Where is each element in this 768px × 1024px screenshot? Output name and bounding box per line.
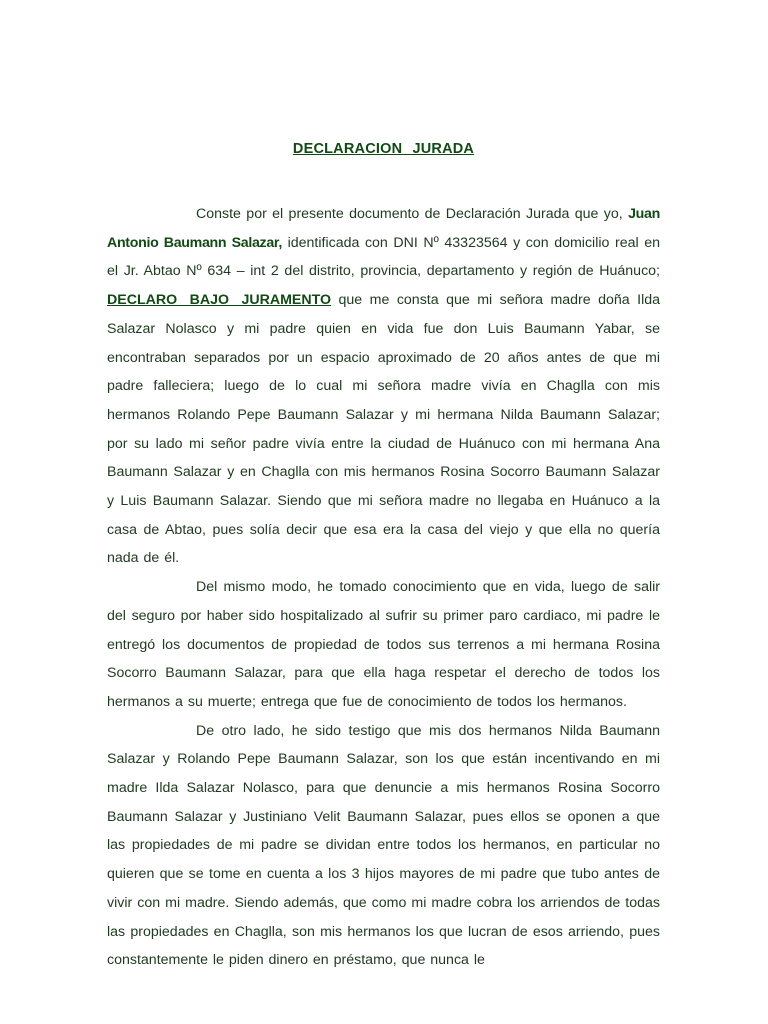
declaration-body: que me consta que mi señora madre doña Ilda Salazar Nolasco y mi padre quien en vida fue don Luis Baumann Yabar, se encontraban separados por un espacio aproximado de 20 años antes de que mi padre falleciera; luego de lo cual mi señora madre vivía en Chaglla con mis hermanos Rolando Pepe Baumann Salazar y mi hermana Nilda Baumann Salazar; por su lado mi señor padre vivía entre la ciudad de Huánuco con mi hermana Ana Baumann Salazar y en Chaglla con mis hermanos Rosina Socorro Baumann Salazar y Luis Baumann Salazar. Siendo que mi señora madre no llegaba en Huánuco a la casa de Abtao, pues solía decir que esa era la casa del viejo y que ella no quería nada de él. <box>107 292 660 567</box>
paragraph-witness: De otro lado, he sido testigo que mis dos hermanos Nilda Baumann Salazar y Rolando Pepe Baumann Salazar, son los que están incentivando en mi madre Ilda Salazar Nolasco, para que denuncie a mis hermanos Rosina Socorro Baumann Salazar y Justiniano Velit Baumann Salazar, pues ellos se oponen a que las propiedades de mi padre se dividan entre todos los hermanos, en particular no quieren que se tome en cuenta a los 3 hijos mayores de mi padre que tubo antes de vivir con mi madre. Siendo además, que como mi madre cobra los arriendos de todas las propiedades en Chaglla, son mis hermanos los que lucran de esos arriendo, pues constantemente le piden dinero en préstamo, que nunca le <box>107 722 660 969</box>
paragraph-documents: Del mismo modo, he tomado conocimiento que en vida, luego de salir del seguro por haber sido hospitalizado al sufrir su primer paro cardiaco, mi padre le entregó los documentos de propiedad de todos sus terrenos a mi hermana Rosina Socorro Baumann Salazar, para que ella haga respetar el derecho de todos los hermanos a su muerte; entrega que fue de conocimiento de todos los hermanos. <box>107 579 660 710</box>
declaration-phrase: DECLARO BAJO JURAMENTO <box>107 292 332 309</box>
declarant-name: Juan Antonio Baumann Salazar, <box>107 206 660 251</box>
declarant-details: identificada con DNI Nº 43323564 y con domicilio real en el Jr. Abtao Nº 634 – int 2 del distrito, provincia, departamento y región de Huánuco; <box>107 234 660 280</box>
paragraph-intro: Conste por el presente documento de Declaración Jurada que yo, <box>196 206 629 222</box>
document-title: DECLARACION JURADA <box>292 141 475 157</box>
document-body <box>107 138 660 975</box>
paragraph-declaration <box>107 200 660 573</box>
